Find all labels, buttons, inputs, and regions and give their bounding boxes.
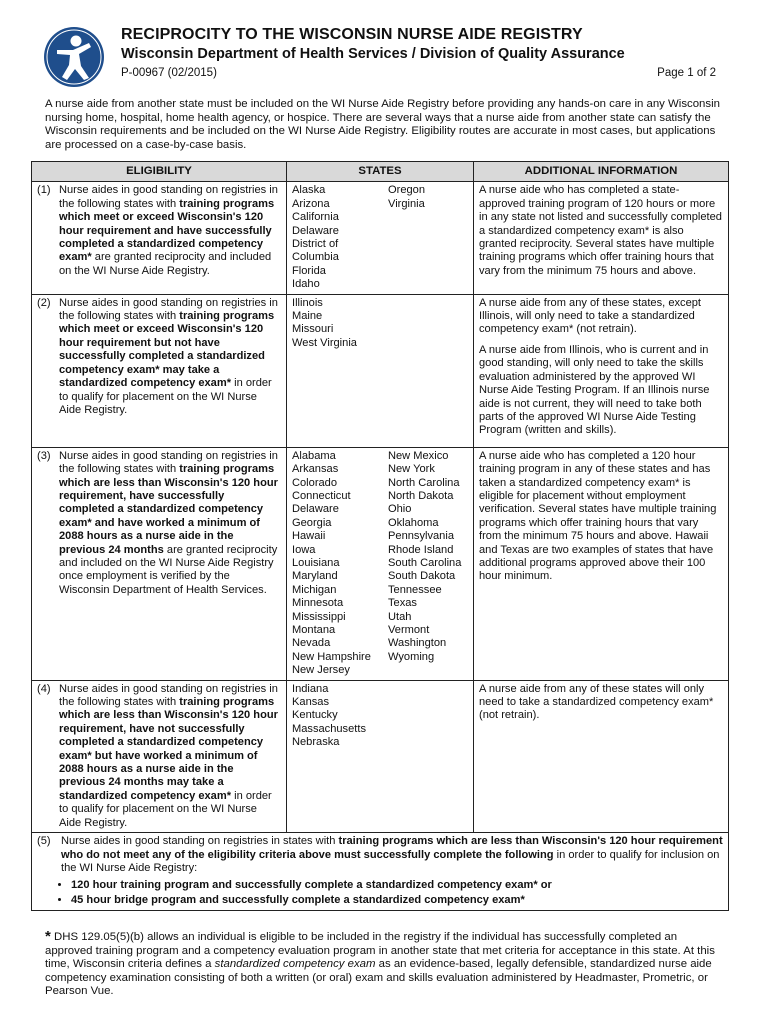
list-item: • 120 hour training program and successfully complete a standardized competency exam* or	[71, 879, 723, 892]
states-cell	[287, 447, 474, 680]
state-name: New Jersey	[292, 664, 350, 677]
row-number: (4)	[37, 682, 51, 695]
state-name: Louisiana	[292, 556, 340, 569]
row5-bullet-list	[71, 879, 723, 907]
eligibility-text-pre: Nurse aides in good standing on registries in the following states with	[59, 449, 278, 476]
state-name: North Dakota	[388, 489, 454, 502]
state-name: South Dakota	[388, 570, 456, 583]
table-row	[32, 447, 729, 680]
state-name: Texas	[388, 597, 417, 610]
state-name: Massachusetts	[292, 722, 366, 735]
state-name: New Hampshire	[292, 650, 371, 663]
row5-text-post: in order to qualify for inclusion on the WI Nurse Aide Registry:	[61, 848, 720, 874]
table-row	[32, 833, 729, 911]
eligibility-cell	[32, 680, 287, 832]
eligibility-text-pre: Nurse aides in good standing on registries in the following states with	[59, 296, 278, 323]
eligibility-cell	[32, 447, 287, 680]
state-name: Michigan	[292, 583, 337, 596]
states-cell	[287, 182, 474, 294]
eligibility-text-post: in order to qualify for placement on the WI Nurse Aide Registry.	[59, 377, 272, 416]
state-name: Indiana	[292, 682, 329, 695]
eligibility-text-bold: training programs which meet or exceed Wisconsin's 120 hour requirement and have successfully completed a standardized competency exam*	[59, 197, 275, 264]
state-name: Kansas	[292, 696, 330, 709]
dhs-logo-icon	[43, 26, 105, 88]
state-name: Maryland	[292, 570, 338, 583]
additional-info-cell	[474, 680, 729, 832]
states-cell	[287, 680, 474, 832]
form-number: P-00967 (02/2015)	[121, 67, 217, 79]
state-name: Kentucky	[292, 709, 338, 722]
list-item: • 45 hour bridge program and successfully complete a standardized competency exam*	[71, 894, 723, 907]
state-name: Arizona	[292, 197, 330, 210]
state-name: Nebraska	[292, 736, 340, 749]
header-additional-information: ADDITIONAL INFORMATION	[474, 162, 729, 182]
state-name: Ohio	[388, 503, 412, 516]
row-number: (5)	[37, 835, 51, 848]
row-number: (3)	[37, 449, 51, 462]
state-name: Oklahoma	[388, 516, 439, 529]
state-name: Pennsylvania	[388, 530, 454, 543]
state-name: Washington	[388, 637, 447, 650]
state-name: Rhode Island	[388, 543, 454, 556]
footnote-text-pre: DHS 129.05(5)(b) allows an individual is eligible to be included in the registry if the individual has successfully completed an approved training program and a competency evaluation program in another state that met criteria for acceptance in this state. At this time, Wisconsin criteria defines a	[45, 931, 715, 971]
eligibility-text-post: are granted reciprocity and included on the WI Nurse Aide Registry once employment is verified by the Wisconsin Department of Health Services.	[59, 543, 278, 596]
document-subtitle: Wisconsin Department of Health Services / Division of Quality Assurance	[121, 46, 625, 62]
state-name: Montana	[292, 624, 336, 636]
eligibility-cell	[32, 294, 287, 447]
header-states: STATES	[287, 162, 474, 182]
state-name: Vermont	[388, 624, 430, 636]
info-paragraph: A nurse aide from Illinois, who is current and in good standing, will only need to take the skills evaluation administered by the approved WI Nurse Aide Testing Program. If an Illinois nurse aide is not current, they will need to take both parts of the approved WI Nurse Aide Testing Program (written and skills).	[479, 343, 710, 437]
state-name: District of Columbia	[292, 238, 339, 264]
state-name: South Carolina	[388, 556, 462, 569]
table-row	[32, 294, 729, 447]
document-title: RECIPROCITY TO THE WISCONSIN NURSE AIDE REGISTRY	[121, 26, 583, 43]
state-name: West Virginia	[292, 336, 357, 349]
page-number: Page 1 of 2	[657, 67, 716, 79]
footnote-asterisk: *	[45, 928, 51, 945]
eligibility-table	[31, 161, 729, 911]
state-name: Maine	[292, 310, 323, 323]
additional-info-cell	[474, 182, 729, 294]
footnote	[45, 930, 727, 999]
eligibility-row-5	[32, 833, 729, 911]
state-name: New York	[388, 463, 435, 476]
info-paragraph: A nurse aide who has completed a 120 hour training program in any of these states and has taken a standardized competency exam* is eligible for placement without employment verification. Several states have multiple training programs which offer training hours that vary from the minimum 75 hours and above. Hawaii and Texas are two examples of states that have additional programs approved above their 100 hour minimum.	[479, 449, 717, 583]
header-eligibility: ELIGIBILITY	[32, 162, 287, 182]
state-name: North Carolina	[388, 476, 460, 489]
state-name: Delaware	[292, 503, 339, 516]
states-cell	[287, 294, 474, 447]
eligibility-text-pre: Nurse aides in good standing on registries in the following states with	[59, 682, 278, 709]
state-name: Wyoming	[388, 650, 435, 663]
intro-paragraph: A nurse aide from another state must be included on the WI Nurse Aide Registry before providing any hands-on care in any Wisconsin nursing home, hospital, home health agency, or hospice. There are several ways that a nurse aide from another state can satisfy the Wisconsin requirements and be included on the WI Nurse Aide Registry. Eligibility routes are accurate in most cases, but applications are processed on a case-by-case basis.	[45, 98, 720, 151]
state-name: Minnesota	[292, 597, 344, 610]
eligibility-text-post: in order to qualify for placement on the WI Nurse Aide Registry.	[59, 789, 272, 829]
table-row	[32, 182, 729, 294]
info-paragraph: A nurse aide who has completed a state-approved training program of 120 hours or more in any state not listed and successfully completed a standardized competency exam* is also granted reciprocity. Several states have multiple training programs which offer training hours that vary from the minimum 75 hours and above.	[479, 184, 722, 277]
state-name: New Mexico	[388, 449, 449, 462]
state-name: Tennessee	[388, 583, 442, 596]
row5-text-bold: training programs which are less than Wisconsin's 120 hour requirement who do not meet any of the eligibility criteria above must successfully complete the following	[61, 835, 723, 861]
eligibility-cell	[32, 182, 287, 294]
state-name: Hawaii	[292, 530, 326, 543]
state-name: Florida	[292, 264, 326, 277]
table-header-row	[32, 162, 729, 182]
eligibility-text-post: are granted reciprocity and included on the WI Nurse Aide Registry.	[59, 251, 272, 277]
state-name: Illinois	[292, 296, 323, 309]
additional-info-cell	[474, 294, 729, 447]
state-name: Oregon	[388, 184, 426, 197]
state-name: Nevada	[292, 637, 331, 650]
eligibility-text-pre: Nurse aides in good standing on registries in the following states with	[59, 184, 278, 210]
state-name: Arkansas	[292, 463, 339, 476]
eligibility-text-bold: training programs which meet or exceed Wisconsin's 120 hour requirement but not have successfully completed a standardized competency exam* may take a standardized competency exam*	[59, 310, 275, 390]
state-name: Delaware	[292, 224, 339, 237]
additional-info-cell	[474, 447, 729, 680]
state-name: Iowa	[292, 543, 316, 556]
state-name: Missouri	[292, 323, 334, 336]
row-number: (2)	[37, 296, 51, 309]
eligibility-text-bold: training programs which are less than Wisconsin's 120 hour requirement, have not successfully completed a standardized competency exam* but have worked a minimum of 2088 hours as a nurse aide in the previous 24 months may take a standardized competency exam*	[59, 696, 278, 802]
info-paragraph: A nurse aide from any of these states will only need to take a standardized competency exam* (not retrain).	[479, 682, 714, 722]
state-name: Georgia	[292, 516, 332, 529]
state-name: Colorado	[292, 476, 338, 489]
state-name: Connecticut	[292, 489, 351, 502]
state-name: Alaska	[292, 184, 326, 197]
state-name: Utah	[388, 610, 412, 623]
state-name: Alabama	[292, 449, 336, 462]
footnote-text-italic: standardized competency exam	[214, 958, 376, 971]
state-name: Idaho	[292, 278, 320, 291]
row-number: (1)	[37, 184, 51, 197]
info-paragraph: A nurse aide from any of these states, except Illinois, will only need to take a standardized competency exam* (not retrain).	[479, 296, 701, 336]
state-name: California	[292, 211, 339, 224]
footnote-text-post: as an evidence-based, legally defensible, standardized nurse aide competency examination consisting of both a written (or oral) exam and skills evaluation administered by Headmaster, Prometric, or Pearson Vue.	[45, 958, 712, 998]
state-name: Virginia	[388, 197, 425, 210]
row5-text-pre: Nurse aides in good standing on registries in states with	[61, 835, 339, 848]
state-name: Mississippi	[292, 610, 346, 623]
eligibility-text-bold: training programs which are less than Wisconsin's 120 hour requirement, have successfully completed a standardized competency exam* and have worked a minimum of 2088 hours as a nurse aide in the previous 24 months	[59, 463, 278, 556]
table-row	[32, 680, 729, 832]
